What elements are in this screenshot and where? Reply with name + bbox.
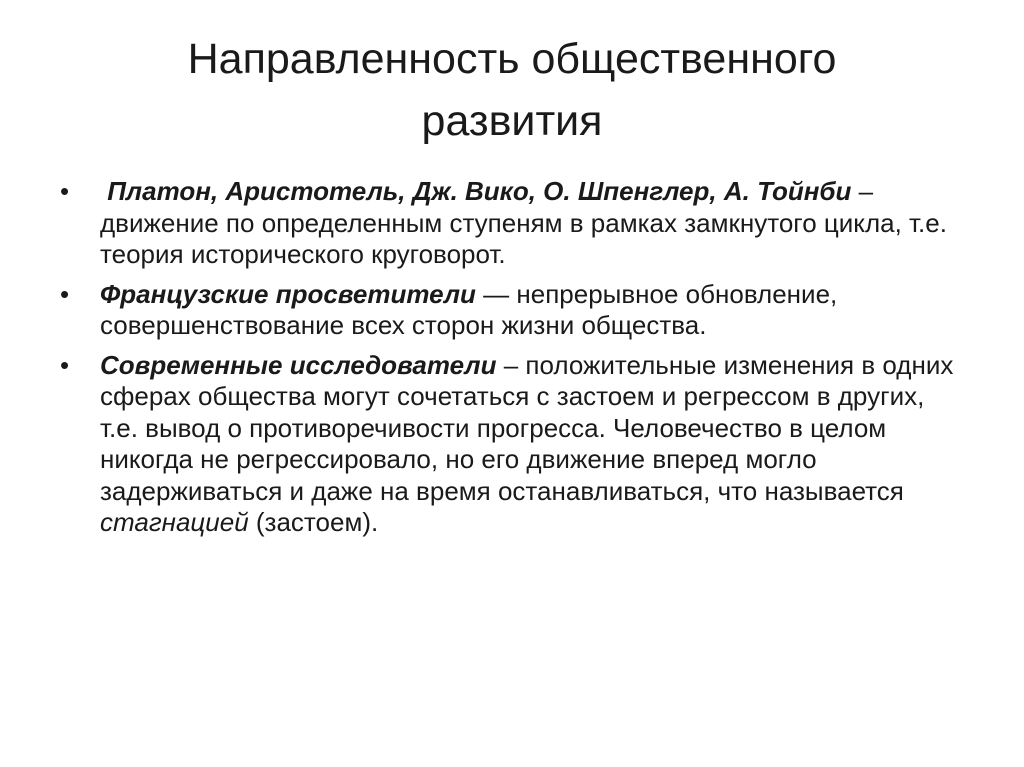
slide-title <box>62 28 962 152</box>
slide-title-line-1: Направленность общественного <box>187 35 837 83</box>
bullet-text: – движение по определенным ступеням в рамках замкнутого цикла, т.е. теория исторического круговорот. <box>100 176 947 269</box>
bullet-term: стагнацией <box>100 507 249 537</box>
bullet-emphasis: Французские просветители <box>100 278 476 309</box>
bullet-list <box>58 176 958 547</box>
bullet-marker-icon: • <box>60 349 70 380</box>
bullet-item-enlighteners <box>58 279 958 342</box>
bullet-item-modern-researchers <box>58 350 958 539</box>
bullet-tail: (застоем). <box>248 507 379 537</box>
bullet-marker-icon: • <box>60 278 70 309</box>
bullet-text: – положительные изменения в одних сферах общества могут сочетаться с застоем и регрессом в других, т.е. вывод о противоречивости прогресса. Человечество в целом никогда не регрессировало, но его движение вперед могло задерживаться и даже на время останавливаться, что называется <box>100 349 954 506</box>
slide-title-line-2: развития <box>421 97 603 145</box>
bullet-item-cyclical-theory <box>58 176 958 271</box>
bullet-marker-icon: • <box>60 176 70 206</box>
bullet-text: — непрерывное обновление, совершенствование всех сторон жизни общества. <box>100 278 838 340</box>
bullet-emphasis: Современные исследователи <box>100 349 497 380</box>
bullet-emphasis: Платон, Аристотель, Дж. Вико, О. Шпенглер, А. Тойнби <box>107 176 852 206</box>
